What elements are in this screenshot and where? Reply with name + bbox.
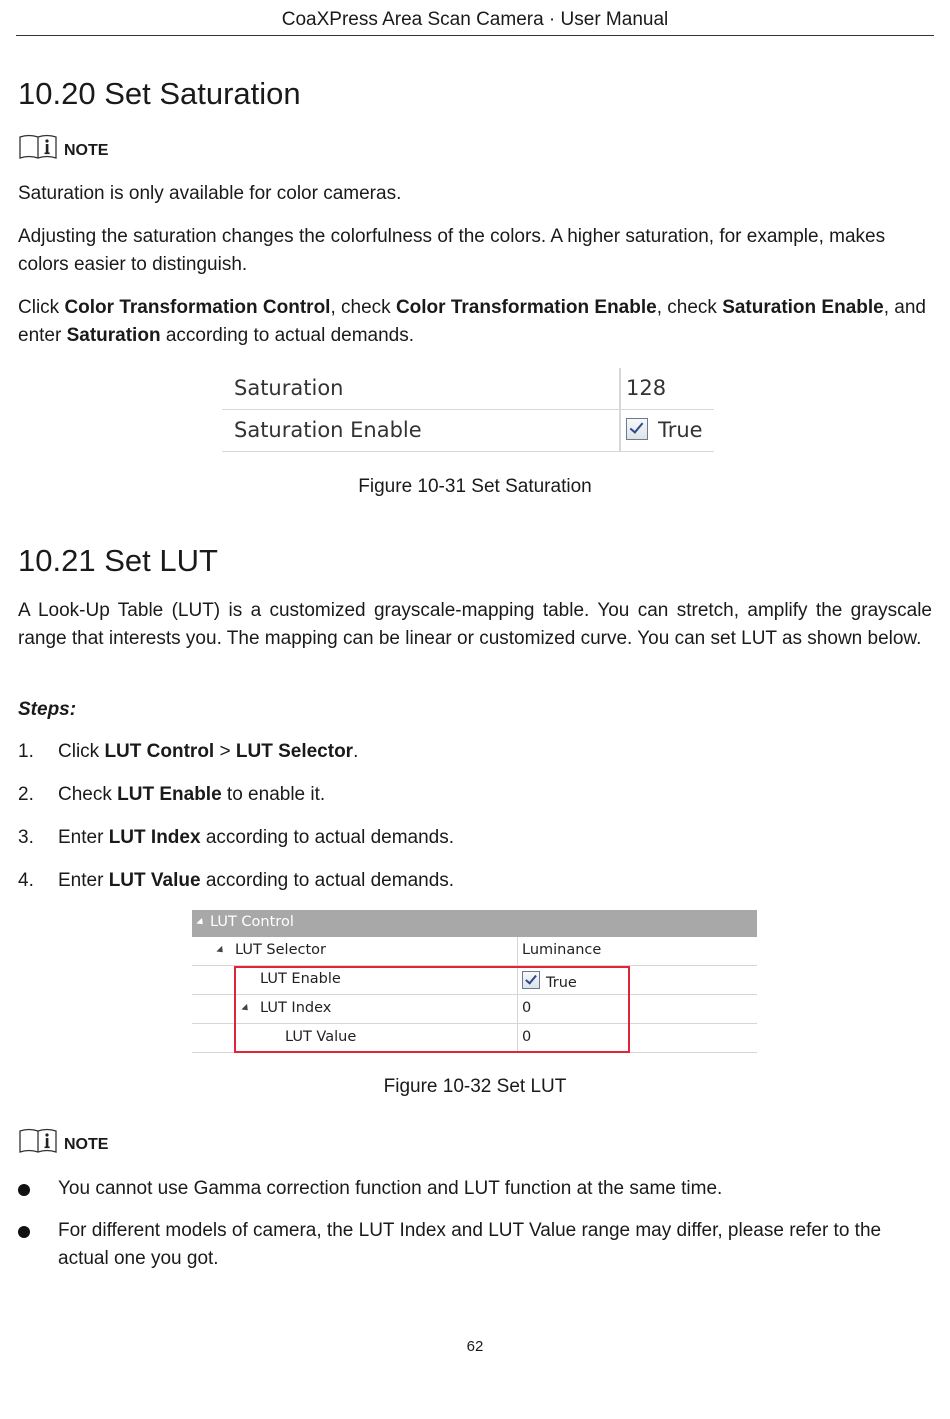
property-row-lut-selector[interactable] [192,937,757,966]
page-header: CoaXPress Area Scan Camera · User Manual [16,9,934,36]
step-item: 2. Check LUT Enable to enable it. [18,784,326,805]
property-row-saturation[interactable] [222,368,714,410]
collapse-triangle-icon[interactable] [196,918,205,927]
bullet-icon [18,1226,30,1238]
step-item: 3. Enter LUT Index according to actual demands. [18,827,455,848]
saturation-enable-checkbox[interactable]: True [626,418,703,442]
lut-index-field[interactable]: 0 [522,1000,532,1016]
bullet-icon [18,1184,30,1196]
section-heading-saturation: 10.20 Set Saturation [18,76,301,111]
step-item: 1. Click LUT Control > LUT Selector. [18,741,359,762]
note-label: NOTE [64,1136,109,1153]
step-item: 4. Enter LUT Value according to actual demands. [18,870,455,891]
figure-caption-lut: Figure 10-32 Set LUT [383,1076,567,1097]
paragraph-saturation-instructions: Click Color Transformation Control, check Color Transformation Enable, check Saturation Enable, and enter Saturation according to actual demands. [18,297,926,346]
lut-selector-dropdown[interactable]: Luminance [522,942,602,958]
property-label: Saturation [234,376,344,400]
section-heading-lut: 10.21 Set LUT [18,543,218,578]
note-bullet: For different models of camera, the LUT Index and LUT Value range may differ, please refer to the actual one you got. [18,1217,932,1273]
paragraph-lut-intro: A Look-Up Table (LUT) is a customized grayscale-mapping table. You can stretch, amplify the grayscale range that interests you. The mapping can be linear or customized curve. You can set LUT as shown below. [18,600,932,649]
book-info-icon [18,133,58,161]
collapse-triangle-icon[interactable] [216,946,225,955]
note-label: NOTE [64,142,109,159]
saturation-property-grid [222,368,714,454]
figure-caption-saturation: Figure 10-31 Set Saturation [358,476,592,497]
property-row-saturation-enable[interactable] [222,410,714,452]
property-label: LUT Index [260,1000,332,1016]
checkbox-checked-icon[interactable] [626,418,648,440]
lut-value-field[interactable]: 0 [522,1029,532,1045]
note-block [18,1127,108,1155]
note-block [18,133,108,161]
lut-property-grid [192,910,757,1054]
note-bullet: You cannot use Gamma correction function and LUT function at the same time. [18,1175,932,1203]
paragraph-color-only: Saturation is only available for color cameras. [18,183,402,204]
property-label: LUT Value [285,1029,357,1045]
page-number: 62 [466,1338,484,1355]
book-info-icon [18,1127,58,1155]
property-label: Saturation Enable [234,418,422,442]
highlight-box [234,966,630,1053]
lut-control-group-header[interactable]: LUT Control [192,910,757,937]
lut-enable-checkbox[interactable]: True [522,971,577,991]
paragraph-saturation-description: Adjusting the saturation changes the colorfulness of the colors. A higher saturation, for example, makes colors easier to distinguish. [18,226,886,275]
property-label: LUT Selector [235,942,327,958]
saturation-value-field[interactable]: 128 [626,376,667,400]
property-label: LUT Enable [260,971,341,987]
steps-label: Steps: [18,699,77,720]
